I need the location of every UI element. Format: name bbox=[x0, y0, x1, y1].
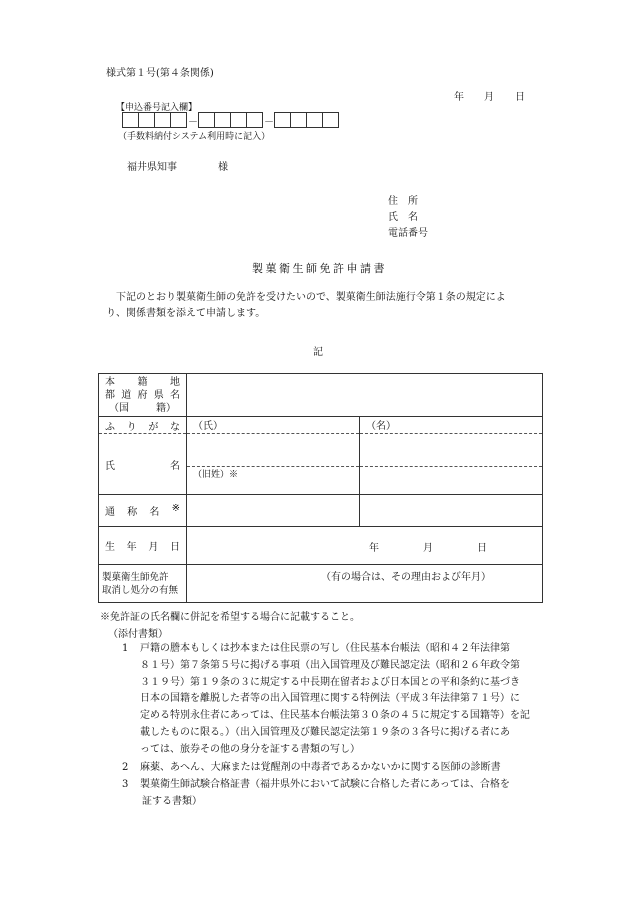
row-revocation bbox=[99, 565, 543, 603]
row-furigana bbox=[99, 417, 543, 434]
honseki-value[interactable] bbox=[187, 374, 543, 417]
shimei-sei[interactable] bbox=[187, 434, 360, 467]
asterisk-note: ※免許証の氏名欄に併記を希望する場合に記載すること。 bbox=[100, 612, 360, 623]
attachment-3-line: 製菓衛生師試験合格証書（福井県外において試験に合格した者にあっては、合格を bbox=[140, 779, 510, 790]
applicant-name-label: 氏 名 bbox=[388, 212, 418, 223]
intro-paragraph bbox=[106, 290, 536, 322]
tsusho-label: 通 称 名 ※ bbox=[99, 495, 187, 527]
tsusho-mei[interactable] bbox=[360, 495, 543, 527]
honseki-label bbox=[99, 374, 187, 417]
attachment-1-line: ３１９号）第１９条の３に規定する中長期在留者および日本国との平和条約に基づき bbox=[140, 676, 520, 688]
app-number-box[interactable] bbox=[122, 112, 139, 128]
attachment-1-line: 載したものに限る。）（出入国管理及び難民認定法第１９条の３各号に掲げる者にあ bbox=[140, 726, 510, 738]
attachment-1-line: 定める特別永住者にあっては、住民基本台帳法第３０条の４５に規定する国籍等）を記 bbox=[140, 710, 530, 722]
document-title: 製菓衛生師免許申請書 bbox=[252, 262, 387, 275]
application-number-label: 【申込番号記入欄】 bbox=[116, 103, 198, 113]
birth-day-label: 日 bbox=[477, 543, 487, 554]
shimei-mei[interactable] bbox=[360, 434, 543, 467]
app-number-box[interactable] bbox=[322, 112, 339, 128]
kyusei-field[interactable]: （旧姓）※ bbox=[187, 467, 360, 495]
application-form-table bbox=[98, 373, 543, 603]
row-birth bbox=[99, 527, 543, 565]
intro-line-2: り、関係書類を添えて申請します。 bbox=[106, 308, 266, 319]
furigana-mei[interactable]: （名） bbox=[360, 417, 543, 434]
attachment-number: 1 bbox=[122, 643, 129, 654]
app-number-box[interactable] bbox=[290, 112, 307, 128]
app-number-box[interactable] bbox=[246, 112, 263, 128]
app-number-box[interactable] bbox=[170, 112, 187, 128]
date-day-label: 日 bbox=[515, 92, 525, 103]
date-month-label: 月 bbox=[484, 92, 494, 103]
app-number-separator: － bbox=[188, 116, 198, 128]
row-tsusho bbox=[99, 495, 543, 527]
honseki-label-line-2: 都 道 府 県 名 bbox=[105, 389, 180, 401]
app-number-box[interactable] bbox=[306, 112, 323, 128]
row-honseki bbox=[99, 374, 543, 417]
attachment-item-2 bbox=[140, 760, 540, 777]
app-number-box[interactable] bbox=[138, 112, 155, 128]
app-number-separator: － bbox=[264, 116, 274, 128]
attachment-1-line: 日本の国籍を離脱した者等の出入国管理に関する特例法（平成３年法律第７１号）に bbox=[140, 693, 520, 705]
intro-line-1: 下記のとおり製菓衛生師の免許を受けたいので、製菓衛生師法施行令第１条の規定によ bbox=[116, 292, 506, 303]
furigana-sei[interactable]: （氏） bbox=[187, 417, 360, 434]
attachment-number: 2 bbox=[122, 762, 129, 773]
revocation-value[interactable] bbox=[187, 565, 543, 603]
attachment-item-1 bbox=[140, 641, 540, 759]
revocation-note: （有の場合は、その理由および年月） bbox=[321, 572, 491, 583]
birth-value[interactable] bbox=[187, 527, 543, 565]
shimei-label: 氏 名 bbox=[99, 434, 187, 495]
honseki-label-line-3: （国 籍） bbox=[109, 402, 176, 414]
applicant-address-label: 住 所 bbox=[388, 196, 418, 207]
form-number: 様式第１号(第４条関係) bbox=[106, 68, 214, 79]
addressee-honorific: 様 bbox=[218, 162, 228, 173]
birth-year-label: 年 bbox=[369, 543, 379, 554]
application-number-note: （手数料納付システム利用時に記入） bbox=[118, 132, 271, 142]
ki-heading: 記 bbox=[313, 347, 323, 358]
birth-month-label: 月 bbox=[423, 543, 433, 554]
attachment-2-line: 麻薬、あへん、大麻または覚醒剤の中毒者であるかないかに関する医師の診断書 bbox=[140, 762, 501, 773]
attachment-item-3 bbox=[140, 777, 540, 811]
attachment-number: 3 bbox=[122, 779, 129, 790]
app-number-box[interactable] bbox=[214, 112, 231, 128]
row-shimei bbox=[99, 434, 543, 467]
attachment-3-line: 証する書類） bbox=[142, 795, 202, 807]
app-number-box[interactable] bbox=[198, 112, 215, 128]
app-number-box[interactable] bbox=[274, 112, 291, 128]
date-year-label: 年 bbox=[454, 92, 464, 103]
birth-label: 生 年 月 日 bbox=[99, 527, 187, 565]
furigana-label: ふ り が な bbox=[99, 417, 187, 434]
revocation-label: 製菓衛生師免許 取消し処分の有無 bbox=[99, 565, 187, 603]
app-number-box[interactable] bbox=[154, 112, 171, 128]
attachment-1-line: 戸籍の謄本もしくは抄本または住民票の写し（住民基本台帳法（昭和４２年法律第 bbox=[140, 643, 510, 654]
attachments-heading: （添付書類） bbox=[108, 629, 168, 640]
attachment-1-line: っては、旅券その他の身分を証する書類の写し） bbox=[140, 743, 360, 755]
honseki-label-line-1: 本 籍 地 bbox=[105, 376, 180, 388]
application-number-boxes bbox=[122, 112, 339, 128]
applicant-phone-label: 電話番号 bbox=[388, 228, 428, 239]
tsusho-sei[interactable] bbox=[187, 495, 360, 527]
app-number-box[interactable] bbox=[230, 112, 247, 128]
addressee-name: 福井県知事 bbox=[127, 162, 177, 173]
kyusei-mei[interactable] bbox=[360, 467, 543, 495]
attachment-1-line: ８１号）第７条第５号に掲げる事項（出入国管理及び難民認定法（昭和２６年政令第 bbox=[140, 659, 520, 671]
